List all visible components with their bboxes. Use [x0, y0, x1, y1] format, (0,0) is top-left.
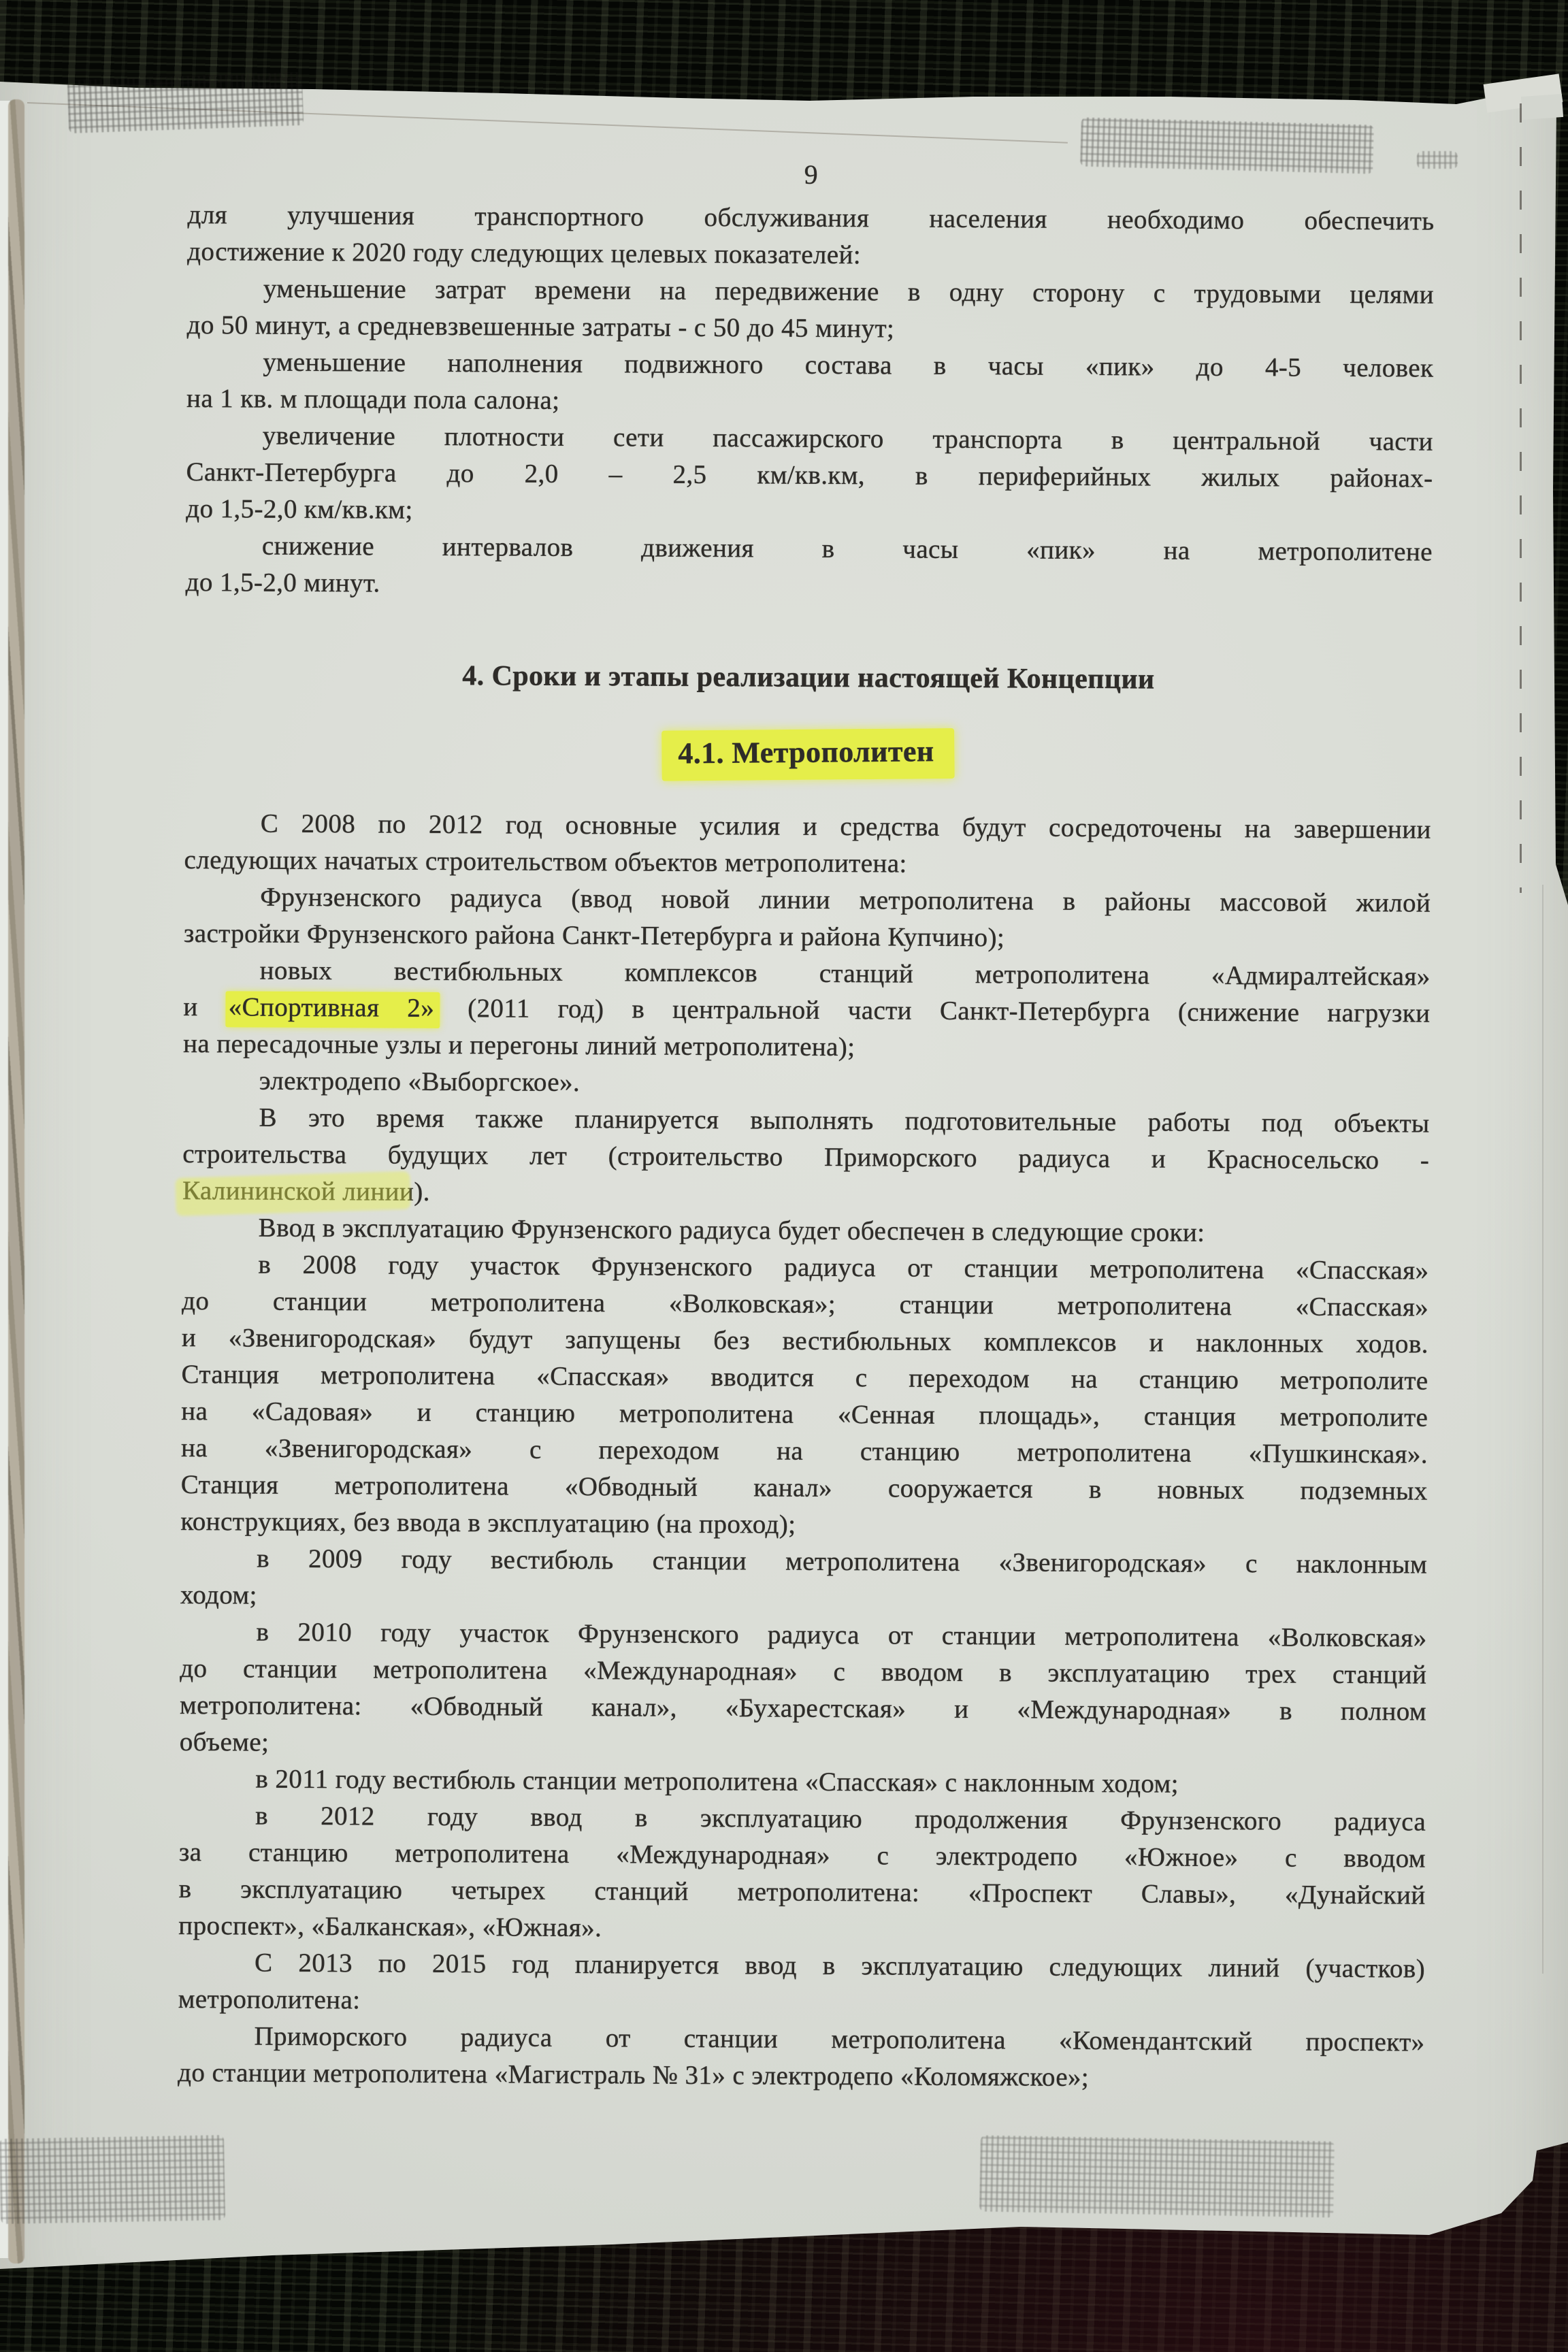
text-line: на 1 кв. м площади пола салона;: [186, 383, 560, 415]
text-line: ходом;: [180, 1580, 257, 1610]
right-sheet-edge-line: [1520, 103, 1522, 893]
text-line: С 2008 по 2012 год основные усилия и средства будут сосредоточены на завершении: [260, 808, 1431, 845]
torn-left-edge: [8, 99, 24, 2264]
text-line: на «Садовая» и станцию метрополитена «Сенная площадь», станция метрополите: [181, 1396, 1428, 1433]
text-line: объеме;: [179, 1727, 270, 1757]
text-line: до 1,5-2,0 минут.: [185, 567, 380, 598]
text-line: до станции метрополитена «Магистраль № 31» с электродепо «Коломяжское»;: [178, 2057, 1090, 2092]
text-line: в 2011 году вестибюль станции метрополитена «Спасская» с наклонным ходом;: [255, 1764, 1179, 1799]
text-line: уменьшение затрат времени на передвижение в одну сторону с трудовыми целями: [263, 274, 1435, 310]
text-line-with-highlight: [183, 989, 1430, 1032]
page-number: 9: [804, 159, 819, 190]
highlight-mark-sportivnaya: «Спортивная 2»: [226, 991, 440, 1028]
text-line: на «Звенигородская» с переходом на станцию метрополитена «Пушкинская».: [180, 1433, 1428, 1469]
stacked-sheet-corner: [1521, 94, 1563, 120]
highlighter-smear: [175, 1171, 411, 1216]
text-line: в 2008 году участок Фрунзенского радиуса от станции метрополитена «Спасская»: [258, 1250, 1429, 1286]
text-line: увеличение плотности сети пассажирского транспорта в центральной части: [262, 421, 1433, 457]
text-segment: (2011 год) в центральной части Санкт-Петербурга (снижение нагрузки: [440, 993, 1431, 1028]
text-line: в 2009 году вестибюль станции метрополитена «Звенигородская» с наклонным: [257, 1544, 1428, 1580]
text-line: новых вестибюльных комплексов станций метрополитена «Адмиралтейская»: [259, 956, 1431, 992]
text-line: до станции метрополитена «Международная» с вводом в эксплуатацию трех станций: [180, 1653, 1427, 1690]
text-line: Фрунзенского радиуса (ввод новой линии метрополитена в районы массовой жилой: [260, 882, 1431, 918]
document-text: [178, 153, 1435, 2098]
text-line: Санкт-Петербурга до 2,0 – 2,5 км/кв.км, в периферийных жилых районах-: [186, 457, 1433, 493]
text-line: в 2012 году ввод в эксплуатацию продолжения Фрунзенского радиуса: [255, 1801, 1426, 1837]
right-sheet-crease: [1542, 885, 1544, 1974]
highlight-mark: 4.1. Метрополитен: [662, 728, 955, 781]
text-line: конструкциях, без ввода в эксплуатацию (на проход);: [180, 1506, 796, 1539]
text-line: проспект», «Балканская», «Южная».: [178, 1910, 602, 1943]
text-line: в 2010 году участок Фрунзенского радиуса от станции метрополитена «Волковская»: [256, 1617, 1427, 1653]
text-line: в эксплуатацию четырех станций метрополитена: «Проспект Славы», «Дунайский: [178, 1874, 1426, 1910]
text-line: Калининской линии).: [182, 1175, 430, 1207]
text-line: до 50 минут, а средневзвешенные затраты - с 50 до 45 минут;: [186, 310, 895, 344]
text-line: электродепо «Выборгское».: [259, 1066, 581, 1098]
text-line: за станцию метрополитена «Международная» с электродепо «Южное» с вводом: [178, 1837, 1426, 1874]
text-line: уменьшение наполнения подвижного состава в часы «пик» до 4-5 человек: [263, 347, 1434, 383]
text-line: для улучшения транспортного обслуживания населения необходимо обеспечить: [187, 199, 1435, 236]
text-segment: и: [183, 992, 226, 1022]
subsection-heading-highlighted: [184, 726, 1431, 777]
text-line: застройки Фрунзенского района Санкт-Петербурга и района Купчино);: [183, 918, 1005, 953]
copier-smudge-bottom-left: [0, 2135, 225, 2224]
text-line: и «Звенигородская» будут запущены без вестибюльных комплексов и наклонных ходов.: [181, 1322, 1428, 1359]
text-line: до 1,5-2,0 км/кв.км;: [186, 493, 413, 525]
text-line: Приморского радиуса от станции метрополитена «Комендантский проспект»: [254, 2021, 1425, 2057]
text-line: Станция метрополитена «Спасская» вводится с переходом на станцию метрополите: [181, 1359, 1428, 1396]
copier-smudge-bottom-right: [979, 2135, 1335, 2217]
section-heading: 4. Сроки и этапы реализации настоящей Концепции: [462, 660, 1155, 696]
text-line: метрополитена:: [178, 1984, 361, 2015]
text-line: строительства будущих лет (строительство Приморского радиуса и Красносельско -: [182, 1139, 1430, 1175]
text-line: С 2013 по 2015 год планируется ввод в эксплуатацию следующих линий (участков): [254, 1948, 1426, 1984]
text-line: достижение к 2020 году следующих целевых показателей:: [187, 236, 862, 270]
text-line: метрополитена: «Обводный канал», «Бухарестская» и «Международная» в полном: [179, 1690, 1427, 1727]
copier-smudge-top-left: [67, 72, 304, 133]
text-line: до станции метрополитена «Волковская»; станции метрополитена «Спасская»: [182, 1286, 1429, 1322]
text-line: Станция метрополитена «Обводный канал» сооружается в новных подземных: [180, 1469, 1428, 1506]
text-line: снижение интервалов движения в часы «пик» на метрополитене: [261, 531, 1433, 567]
text-line: следующих начатых строительством объектов метрополитена:: [184, 845, 907, 879]
text-line: Ввод в эксплуатацию Фрунзенского радиуса будет обеспечен в следующие сроки:: [258, 1213, 1205, 1247]
text-line: на пересадочные узлы и перегоны линий метрополитена);: [183, 1028, 855, 1062]
text-line: В это время также планируется выполнять подготовительные работы под объекты: [259, 1102, 1430, 1139]
